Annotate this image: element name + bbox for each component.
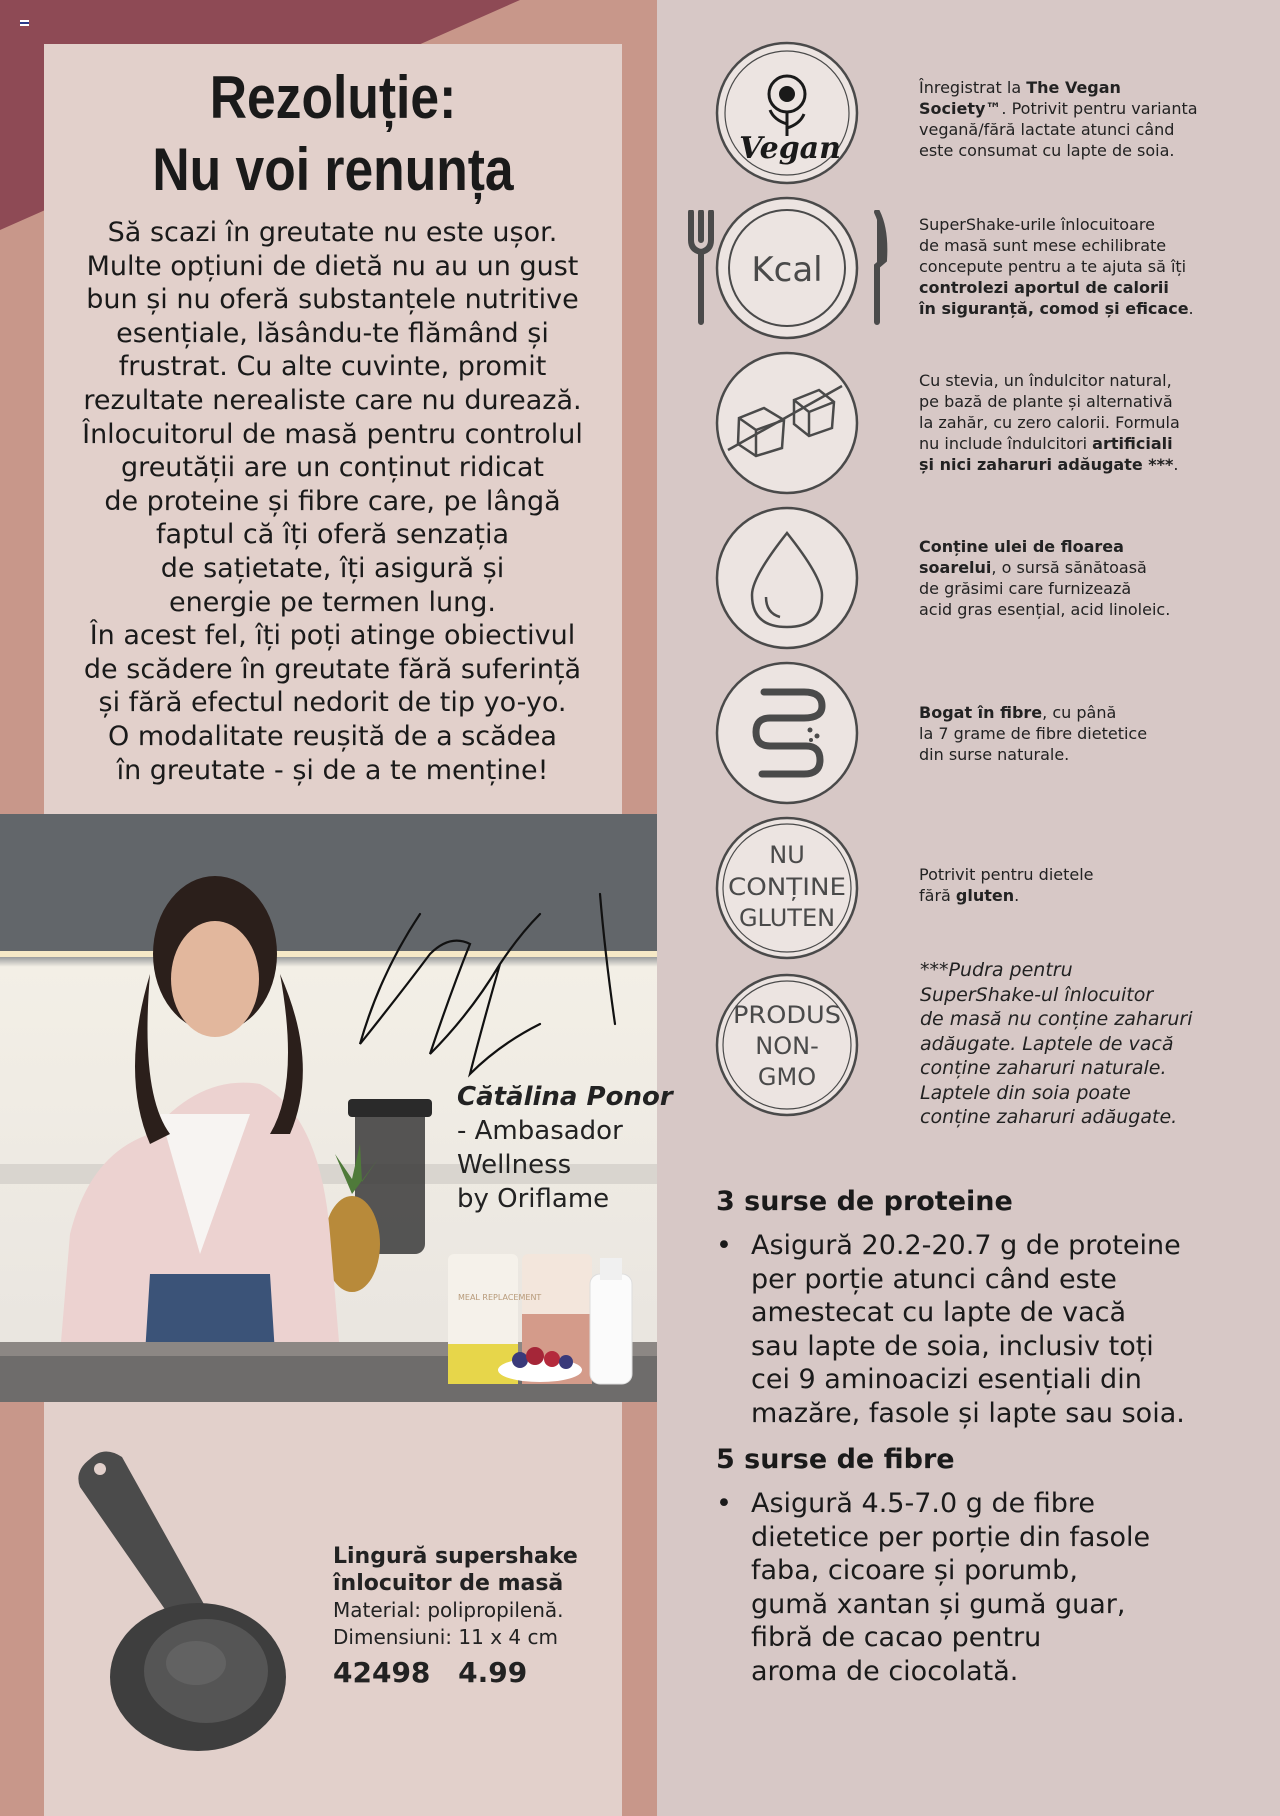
- text-line: din surse naturale.: [919, 745, 1070, 764]
- text-fragment-bold: controlezi aportul de calorii: [919, 278, 1169, 297]
- intro-line: O modalitate reușită de a scădea: [108, 720, 557, 752]
- text-fragment-bold: soarelui: [919, 558, 992, 577]
- stevia-description: [919, 370, 1204, 475]
- ambassador-name: Cătălina Ponor: [457, 1082, 673, 1112]
- intro-line: energie pe termen lung.: [168, 586, 496, 618]
- protein-line: per porție atunci când este: [751, 1263, 1117, 1295]
- footnote-line: Laptele din soia poate: [920, 1081, 1131, 1104]
- text-line: la zahăr, cu zero calorii. Formula: [919, 413, 1180, 432]
- protein-line: amestecat cu lapte de vacă: [751, 1297, 1127, 1329]
- text-fragment-bold: artificiali: [1092, 434, 1173, 453]
- sugar-footnote: [920, 958, 1193, 1130]
- gluten-icon-line-1: NU: [769, 841, 805, 869]
- ambassador-caption: [457, 1080, 673, 1216]
- non-gmo-icon: [714, 972, 860, 1118]
- text-fragment: Înregistrat la: [919, 78, 1027, 97]
- gmo-icon-line-3: GMO: [757, 1063, 817, 1091]
- protein-section-title: 3 surse de proteine: [716, 1186, 1013, 1217]
- fibre-bullet: [716, 1487, 1150, 1689]
- gluten-icon-line-2: CONȚINE: [728, 873, 846, 901]
- bullet-dot: •: [716, 1230, 732, 1261]
- page-title: [84, 62, 581, 206]
- intro-line: de proteine și fibre care, pe lângă: [104, 485, 561, 517]
- gmo-icon-line-1: PRODUS: [733, 1001, 841, 1029]
- kcal-icon: [714, 195, 860, 341]
- text-fragment-bold: Conține ulei de floarea: [919, 537, 1124, 556]
- text-fragment: , cu până: [1042, 703, 1117, 722]
- fibre-description: [919, 702, 1204, 765]
- text-fragment: .: [1173, 455, 1179, 474]
- product-dimensions: Dimensiuni: 11 x 4 cm: [333, 1625, 558, 1649]
- fibre-section-title: 5 surse de fibre: [716, 1444, 955, 1475]
- intro-line: bun și nu oferă substanțele nutritive: [86, 284, 579, 316]
- intro-line: faptul că îți oferă senzația: [155, 519, 510, 551]
- measuring-spoon-image: [70, 1445, 300, 1755]
- text-line: SuperShake-urile înlocuitoare: [919, 215, 1155, 234]
- sugar-cubes-icon: [714, 350, 860, 496]
- vegan-description: [919, 77, 1204, 161]
- intro-line: esențiale, lăsându-te flămând și: [116, 317, 549, 349]
- protein-line: cei 9 aminoacizi esențiali din: [751, 1364, 1142, 1396]
- fibre-line: aroma de ciocolată.: [751, 1655, 1019, 1687]
- fibre-line: gumă xantan și gumă guar,: [751, 1588, 1126, 1620]
- spoon-product-info: [333, 1543, 578, 1689]
- product-material: Material: polipropilenă.: [333, 1598, 564, 1622]
- language-flag-icon[interactable]: [20, 20, 29, 26]
- text-line: vegană/fără lactate atunci când: [919, 120, 1175, 139]
- text-fragment: .: [1188, 299, 1194, 318]
- text-fragment: . Potrivit pentru varianta: [1001, 99, 1198, 118]
- text-line: Cu stevia, un îndulcitor natural,: [919, 371, 1172, 390]
- product-price: 4.99: [458, 1656, 528, 1689]
- protein-line: mazăre, fasole și lapte sau soia.: [751, 1397, 1185, 1429]
- gmo-icon-line-2: NON-: [755, 1032, 819, 1060]
- ambassador-brand: by Oriflame: [457, 1184, 610, 1214]
- protein-line: sau lapte de soia, inclusiv toți: [751, 1330, 1154, 1362]
- text-fragment: , o sursă sănătoasă: [991, 558, 1147, 577]
- intro-line: În acest fel, îți poți atinge obiectivul: [89, 620, 576, 652]
- oil-description: [919, 536, 1204, 620]
- text-fragment-bold: Society™: [919, 99, 1002, 118]
- title-line-2: Nu voi renunța: [152, 136, 514, 203]
- product-name-line-1: Lingură supershake: [333, 1544, 578, 1569]
- text-line: acid gras esențial, acid linoleic.: [919, 600, 1171, 619]
- text-line: de grăsimi care furnizează: [919, 579, 1132, 598]
- intro-line: Multe opțiuni de dietă nu au un gust: [86, 250, 579, 282]
- kcal-description: [919, 214, 1204, 319]
- text-line: concepute pentru a te ajuta să îți: [919, 257, 1187, 276]
- intro-line: de scădere în greutate fără suferință: [83, 653, 582, 685]
- ambassador-role: - Ambasador: [457, 1116, 623, 1146]
- text-fragment: nu include îndulcitori: [919, 434, 1093, 453]
- text-fragment-bold: Bogat în fibre: [919, 703, 1043, 722]
- footnote-line: adăugate. Laptele de vacă: [920, 1032, 1174, 1055]
- text-line: de masă sunt mese echilibrate: [919, 236, 1167, 255]
- intro-line: greutății are un conținut ridicat: [121, 452, 544, 484]
- footnote-line: conține zaharuri adăugate.: [920, 1106, 1178, 1128]
- fibre-line: faba, cicoare și porumb,: [751, 1555, 1078, 1587]
- price-row: [333, 1656, 578, 1689]
- fibre-line: dietetice per porție din fasole: [751, 1521, 1151, 1553]
- vegan-icon: [714, 40, 860, 186]
- intro-line: rezultate nerealiste care nu durează.: [83, 384, 582, 416]
- protein-bullet: [716, 1229, 1185, 1431]
- intro-line: în greutate - și de a te menține!: [116, 754, 549, 786]
- intro-paragraph: [70, 216, 595, 787]
- intro-line: Să scazi în greutate nu este ușor.: [107, 217, 558, 248]
- footnote-line: de masă nu conține zaharuri: [920, 1008, 1193, 1030]
- intro-line: și fără efectul nedorit de tip yo-yo.: [98, 687, 567, 719]
- product-name-line-2: înlocuitor de masă: [333, 1571, 564, 1596]
- protein-line: Asigură 20.2-20.7 g de proteine: [751, 1230, 1181, 1261]
- text-line: Potrivit pentru dietele: [919, 865, 1094, 884]
- text-fragment-bold: The Vegan: [1026, 78, 1121, 97]
- oil-drop-icon: [714, 505, 860, 651]
- footnote-line: SuperShake-ul înlocuitor: [920, 983, 1154, 1006]
- kcal-icon-text: Kcal: [751, 250, 823, 290]
- pack-label: MEAL REPLACEMENT: [458, 1293, 542, 1302]
- intestine-icon: [714, 660, 860, 806]
- bullet-dot: •: [716, 1488, 732, 1519]
- gluten-icon-line-3: GLUTEN: [738, 904, 836, 932]
- fork-icon: [688, 210, 714, 325]
- title-line-1: Rezoluție:: [209, 64, 457, 131]
- footnote-line: conține zaharuri naturale.: [920, 1057, 1167, 1079]
- vegan-icon-text: Vegan: [739, 131, 841, 166]
- intro-line: Înlocuitorul de masă pentru controlul: [82, 418, 583, 450]
- text-line: este consumat cu lapte de soia.: [919, 141, 1175, 160]
- text-fragment: fără: [919, 886, 956, 905]
- ambassador-program: Wellness: [457, 1150, 572, 1180]
- text-line: la 7 grame de fibre dietetice: [919, 724, 1148, 743]
- text-line: pe bază de plante și alternativă: [919, 392, 1173, 411]
- intro-line: frustrat. Cu alte cuvinte, promit: [118, 351, 547, 383]
- text-fragment: .: [1014, 886, 1020, 905]
- fibre-line: fibră de cacao pentru: [751, 1622, 1042, 1654]
- intro-line: de sațietate, îți asigură și: [160, 552, 505, 584]
- gluten-description: [919, 864, 1204, 906]
- text-fragment-bold: gluten: [955, 886, 1015, 905]
- text-fragment-bold: și nici zaharuri adăugate ***: [919, 455, 1174, 474]
- knife-icon: [866, 210, 888, 325]
- gluten-free-icon: [714, 815, 860, 961]
- product-code: 42498: [333, 1656, 431, 1689]
- fibre-line: Asigură 4.5-7.0 g de fibre: [751, 1488, 1096, 1519]
- text-fragment-bold: în siguranță, comod și eficace: [919, 299, 1189, 318]
- footnote-line: ***Pudra pentru: [920, 959, 1073, 981]
